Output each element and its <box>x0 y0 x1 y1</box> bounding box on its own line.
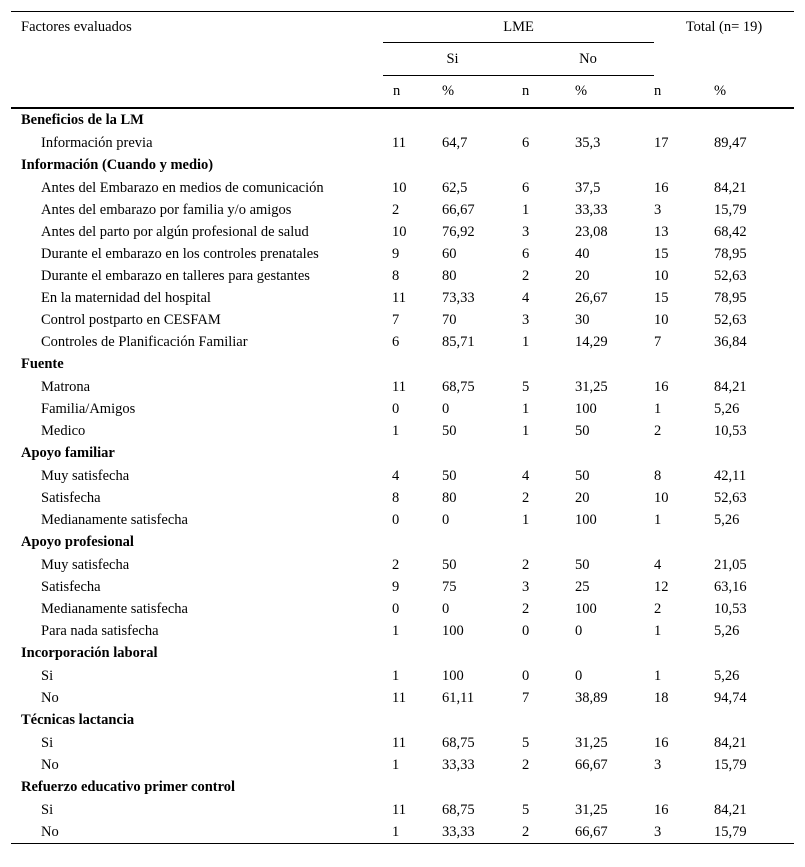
cell-pct-no: 31,25 <box>575 378 608 395</box>
section-row <box>11 442 794 465</box>
cell-pct-no: 38,89 <box>575 689 608 706</box>
row-label: Medico <box>41 422 86 439</box>
cell-pct-total: 63,16 <box>714 578 747 595</box>
cell-pct-no: 20 <box>575 489 590 506</box>
cell-pct-si: 50 <box>442 422 457 439</box>
table-row <box>11 331 794 353</box>
table-row <box>11 265 794 287</box>
row-label: Medianamente satisfecha <box>41 600 188 617</box>
cell-pct-total: 5,26 <box>714 511 740 528</box>
cell-n-no: 3 <box>522 311 530 328</box>
cell-n-no: 5 <box>522 801 530 818</box>
cell-n-no: 1 <box>522 333 530 350</box>
cell-n-no: 6 <box>522 134 530 151</box>
cell-n-si: 6 <box>392 333 400 350</box>
cell-n-total: 10 <box>654 489 669 506</box>
table-header <box>11 12 794 109</box>
row-label: Antes del embarazo por familia y/o amigos <box>41 201 292 218</box>
col-pct-total: % <box>714 76 794 109</box>
cell-pct-si: 76,92 <box>442 223 475 240</box>
section-row <box>11 353 794 376</box>
section-title: Refuerzo educativo primer control <box>21 779 236 796</box>
table-row <box>11 487 794 509</box>
cell-pct-si: 62,5 <box>442 179 468 196</box>
cell-pct-no: 0 <box>575 667 583 684</box>
cell-n-si: 8 <box>392 489 400 506</box>
cell-n-no: 1 <box>522 201 530 218</box>
cell-pct-no: 23,08 <box>575 223 608 240</box>
cell-pct-total: 68,42 <box>714 223 747 240</box>
cell-pct-no: 35,3 <box>575 134 601 151</box>
section-row <box>11 108 794 132</box>
section-title: Apoyo familiar <box>21 445 115 462</box>
cell-n-si: 11 <box>392 289 406 306</box>
table-row <box>11 199 794 221</box>
table-row <box>11 732 794 754</box>
cell-pct-si: 60 <box>442 245 457 262</box>
table-row <box>11 687 794 709</box>
cell-n-no: 1 <box>522 400 530 417</box>
cell-pct-si: 80 <box>442 489 457 506</box>
table-row <box>11 309 794 331</box>
row-label: Matrona <box>41 378 91 395</box>
cell-n-total: 16 <box>654 179 669 196</box>
cell-pct-si: 61,11 <box>442 689 475 706</box>
cell-n-si: 11 <box>392 378 406 395</box>
row-label: No <box>41 689 59 706</box>
cell-pct-total: 21,05 <box>714 556 747 573</box>
cell-pct-si: 68,75 <box>442 801 475 818</box>
table-row <box>11 620 794 642</box>
cell-pct-no: 37,5 <box>575 179 601 196</box>
cell-pct-si: 33,33 <box>442 756 475 773</box>
total-header: Total (n= 19) <box>654 12 794 43</box>
cell-n-si: 4 <box>392 467 400 484</box>
cell-n-no: 5 <box>522 378 530 395</box>
cell-n-total: 18 <box>654 689 669 706</box>
cell-pct-no: 100 <box>575 600 597 617</box>
cell-pct-total: 84,21 <box>714 734 747 751</box>
si-header: Si <box>383 43 522 76</box>
table-row <box>11 376 794 398</box>
row-label: Medianamente satisfecha <box>41 511 188 528</box>
row-label: No <box>41 756 59 773</box>
cell-n-no: 1 <box>522 511 530 528</box>
factors-header: Factores evaluados <box>11 12 383 43</box>
cell-pct-total: 78,95 <box>714 245 747 262</box>
cell-pct-total: 78,95 <box>714 289 747 306</box>
cell-pct-no: 0 <box>575 622 583 639</box>
section-title: Beneficios de la LM <box>21 112 144 129</box>
no-header: No <box>522 43 654 76</box>
cell-pct-total: 52,63 <box>714 489 747 506</box>
section-row <box>11 154 794 177</box>
cell-pct-total: 10,53 <box>714 422 747 439</box>
table-row <box>11 465 794 487</box>
cell-pct-si: 70 <box>442 311 457 328</box>
cell-pct-total: 84,21 <box>714 801 747 818</box>
table-row <box>11 509 794 531</box>
row-label: Si <box>41 667 54 684</box>
cell-n-total: 15 <box>654 289 669 306</box>
table-row <box>11 243 794 265</box>
col-pct-no: % <box>575 76 654 109</box>
cell-pct-total: 84,21 <box>714 378 747 395</box>
col-n-si: n <box>383 76 442 109</box>
section-row <box>11 776 794 799</box>
cell-n-no: 2 <box>522 756 530 773</box>
cell-pct-no: 31,25 <box>575 801 608 818</box>
section-row <box>11 709 794 732</box>
cell-n-total: 10 <box>654 267 669 284</box>
results-table <box>11 11 794 844</box>
cell-pct-total: 15,79 <box>714 201 747 218</box>
table-row <box>11 665 794 687</box>
lme-header: LME <box>383 12 654 43</box>
cell-pct-no: 100 <box>575 400 597 417</box>
cell-n-no: 3 <box>522 578 530 595</box>
row-label: Satisfecha <box>41 578 101 595</box>
cell-n-si: 1 <box>383 821 442 844</box>
cell-n-no: 2 <box>522 821 575 844</box>
cell-n-no: 6 <box>522 179 530 196</box>
cell-pct-no: 14,29 <box>575 333 608 350</box>
section-title: Fuente <box>21 356 64 373</box>
cell-pct-si: 0 <box>442 511 450 528</box>
cell-n-total: 1 <box>654 400 662 417</box>
cell-n-si: 8 <box>392 267 400 284</box>
cell-pct-total: 52,63 <box>714 311 747 328</box>
table-row <box>11 132 794 154</box>
row-label: Durante el embarazo en los controles prenatales <box>41 245 319 262</box>
cell-pct-no: 66,67 <box>575 821 654 844</box>
cell-n-total: 17 <box>654 134 669 151</box>
cell-pct-total: 36,84 <box>714 333 747 350</box>
cell-pct-total: 94,74 <box>714 689 747 706</box>
cell-n-no: 5 <box>522 734 530 751</box>
cell-n-si: 10 <box>392 179 407 196</box>
row-label: Antes del parto por algún profesional de salud <box>41 223 309 240</box>
table-row <box>11 420 794 442</box>
section-title: Técnicas lactancia <box>21 712 135 729</box>
row-label: Información previa <box>41 134 153 151</box>
table-row <box>11 799 794 821</box>
cell-n-si: 0 <box>392 600 400 617</box>
cell-n-total: 1 <box>654 622 662 639</box>
row-label: En la maternidad del hospital <box>41 289 211 306</box>
table-row <box>11 821 794 844</box>
cell-n-si: 1 <box>392 667 400 684</box>
cell-n-si: 9 <box>392 578 400 595</box>
table-row <box>11 754 794 776</box>
cell-n-no: 6 <box>522 245 530 262</box>
col-n-total: n <box>654 76 714 109</box>
cell-n-total: 16 <box>654 734 669 751</box>
cell-pct-no: 40 <box>575 245 590 262</box>
cell-pct-si: 66,67 <box>442 201 475 218</box>
row-label: Controles de Planificación Familiar <box>41 333 248 350</box>
cell-n-total: 2 <box>654 422 662 439</box>
cell-n-no: 0 <box>522 667 530 684</box>
cell-n-total: 3 <box>654 756 662 773</box>
cell-pct-si: 0 <box>442 400 450 417</box>
cell-n-no: 4 <box>522 467 530 484</box>
cell-n-total: 7 <box>654 333 662 350</box>
cell-pct-total: 42,11 <box>714 467 747 484</box>
row-label: Muy satisfecha <box>41 556 130 573</box>
cell-n-total: 16 <box>654 801 669 818</box>
cell-pct-si: 64,7 <box>442 134 468 151</box>
section-title: Apoyo profesional <box>21 534 134 551</box>
cell-n-si: 0 <box>392 400 400 417</box>
cell-pct-si: 50 <box>442 467 457 484</box>
cell-n-total: 4 <box>654 556 662 573</box>
cell-n-no: 2 <box>522 556 530 573</box>
cell-pct-no: 20 <box>575 267 590 284</box>
cell-n-total: 1 <box>654 667 662 684</box>
cell-pct-total: 52,63 <box>714 267 747 284</box>
section-title: Información (Cuando y medio) <box>21 157 214 174</box>
row-label: Si <box>41 801 54 818</box>
cell-n-si: 2 <box>392 201 400 218</box>
cell-n-total: 8 <box>654 467 662 484</box>
cell-pct-si: 68,75 <box>442 378 475 395</box>
cell-n-no: 2 <box>522 267 530 284</box>
table-row <box>11 576 794 598</box>
col-pct-si: % <box>442 76 522 109</box>
cell-pct-total: 5,26 <box>714 400 740 417</box>
cell-pct-si: 75 <box>442 578 457 595</box>
row-label: Satisfecha <box>41 489 101 506</box>
row-label: No <box>11 821 383 844</box>
cell-n-no: 3 <box>522 223 530 240</box>
row-label: Familia/Amigos <box>41 400 136 417</box>
cell-n-si: 11 <box>392 801 406 818</box>
row-label: Si <box>41 734 54 751</box>
cell-n-si: 10 <box>392 223 407 240</box>
cell-pct-si: 68,75 <box>442 734 475 751</box>
cell-n-no: 4 <box>522 289 530 306</box>
row-label: Durante el embarazo en talleres para gestantes <box>41 267 310 284</box>
table-row <box>11 221 794 243</box>
table-body <box>11 108 794 844</box>
cell-pct-si: 73,33 <box>442 289 475 306</box>
cell-pct-si: 100 <box>442 622 464 639</box>
cell-pct-si: 50 <box>442 556 457 573</box>
cell-pct-si: 80 <box>442 267 457 284</box>
cell-pct-si: 85,71 <box>442 333 475 350</box>
cell-n-no: 7 <box>522 689 530 706</box>
section-row <box>11 531 794 554</box>
cell-n-si: 0 <box>392 511 400 528</box>
cell-n-no: 1 <box>522 422 530 439</box>
cell-n-si: 1 <box>392 756 400 773</box>
table-row <box>11 177 794 199</box>
cell-pct-no: 100 <box>575 511 597 528</box>
row-label: Control postparto en CESFAM <box>41 311 221 328</box>
cell-pct-no: 66,67 <box>575 756 608 773</box>
cell-pct-total: 5,26 <box>714 667 740 684</box>
row-label: Para nada satisfecha <box>41 622 159 639</box>
cell-n-total: 10 <box>654 311 669 328</box>
table-row <box>11 287 794 309</box>
cell-n-total: 1 <box>654 511 662 528</box>
cell-n-total: 15 <box>654 245 669 262</box>
cell-pct-no: 50 <box>575 467 590 484</box>
cell-pct-si: 100 <box>442 667 464 684</box>
cell-pct-total: 84,21 <box>714 179 747 196</box>
section-row <box>11 642 794 665</box>
cell-n-si: 11 <box>392 734 406 751</box>
cell-n-si: 7 <box>392 311 400 328</box>
cell-n-si: 9 <box>392 245 400 262</box>
cell-n-si: 1 <box>392 422 400 439</box>
cell-n-total: 3 <box>654 201 662 218</box>
cell-pct-total: 10,53 <box>714 600 747 617</box>
cell-n-si: 11 <box>392 134 406 151</box>
cell-pct-total: 5,26 <box>714 622 740 639</box>
cell-pct-no: 25 <box>575 578 590 595</box>
cell-pct-no: 50 <box>575 556 590 573</box>
table-row <box>11 554 794 576</box>
cell-pct-no: 33,33 <box>575 201 608 218</box>
cell-n-total: 16 <box>654 378 669 395</box>
cell-pct-no: 50 <box>575 422 590 439</box>
cell-pct-total: 89,47 <box>714 134 747 151</box>
cell-n-no: 2 <box>522 489 530 506</box>
cell-n-total: 12 <box>654 578 669 595</box>
cell-pct-no: 31,25 <box>575 734 608 751</box>
cell-n-si: 2 <box>392 556 400 573</box>
cell-n-no: 0 <box>522 622 530 639</box>
cell-n-total: 3 <box>654 821 714 844</box>
table-row <box>11 598 794 620</box>
table-row <box>11 398 794 420</box>
cell-pct-si: 0 <box>442 600 450 617</box>
section-title: Incorporación laboral <box>21 645 158 662</box>
cell-n-total: 2 <box>654 600 662 617</box>
row-label: Antes del Embarazo en medios de comunicación <box>41 179 324 196</box>
cell-pct-total: 15,79 <box>714 821 794 844</box>
cell-n-si: 11 <box>392 689 406 706</box>
cell-pct-total: 15,79 <box>714 756 747 773</box>
cell-pct-si: 33,33 <box>442 821 522 844</box>
cell-n-total: 13 <box>654 223 669 240</box>
row-label: Muy satisfecha <box>41 467 130 484</box>
cell-pct-no: 26,67 <box>575 289 608 306</box>
col-n-no: n <box>522 76 575 109</box>
cell-n-no: 2 <box>522 600 530 617</box>
cell-n-si: 1 <box>392 622 400 639</box>
cell-pct-no: 30 <box>575 311 590 328</box>
